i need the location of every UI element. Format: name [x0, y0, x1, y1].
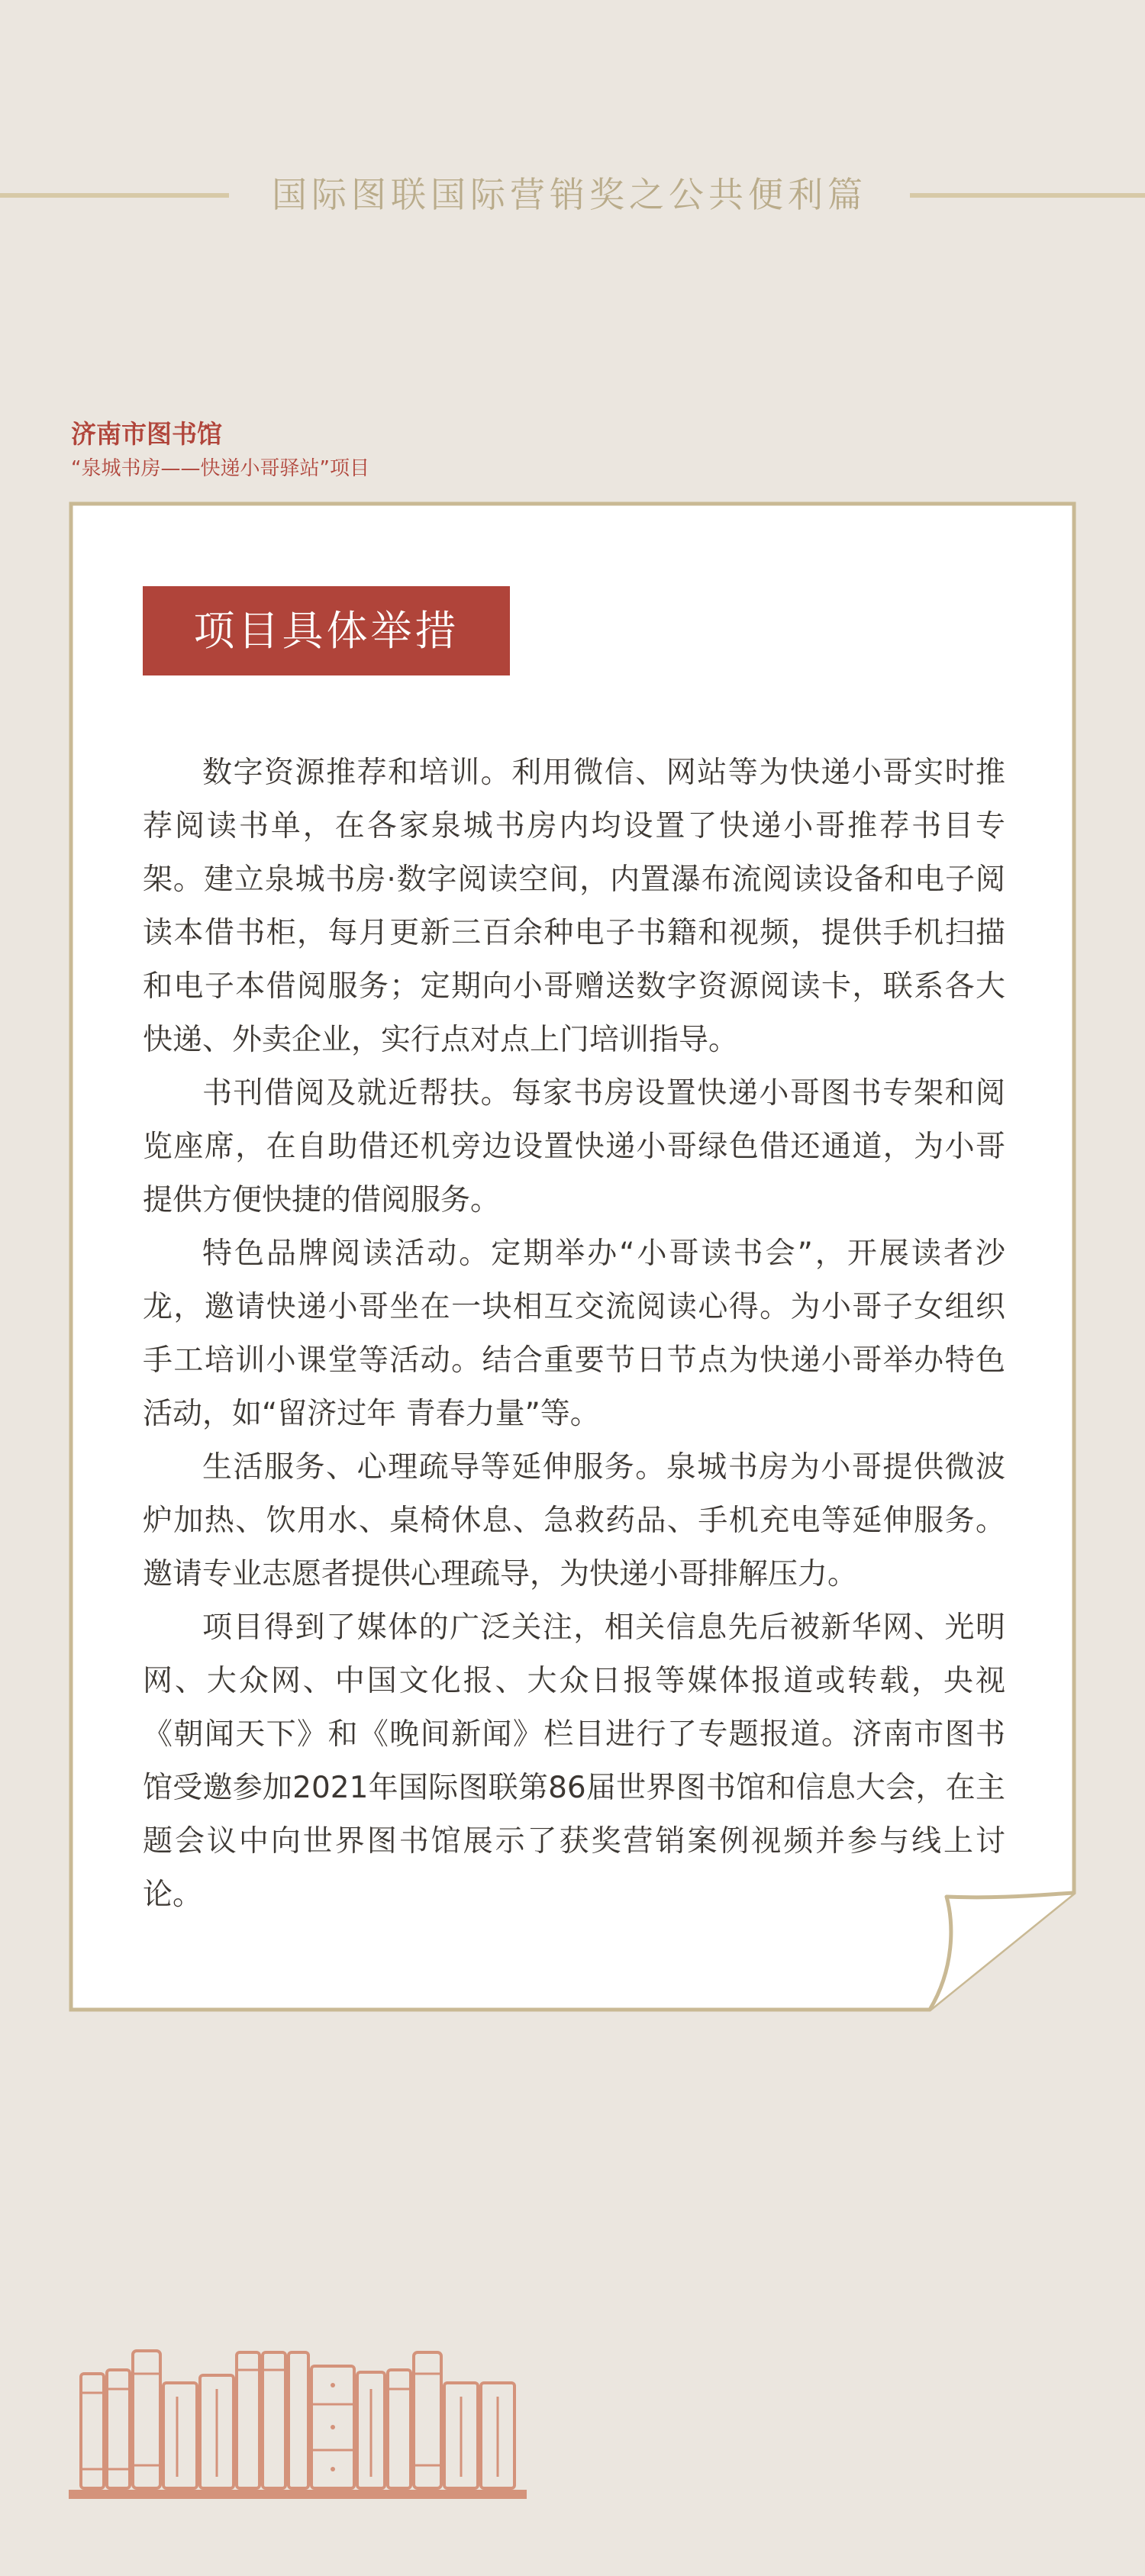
book-4 [163, 2383, 197, 2488]
book-7 [263, 2352, 285, 2488]
section-heading: 项目具体举措 [143, 586, 510, 675]
paragraph-extended-services: 生活服务、心理疏导等延伸服务。泉城书房为小哥提供微波炉加热、饮用水、桌椅休息、急救药品、手机充电等延伸服务。邀请专业志愿者提供心理疏导，为快递小哥排解压力。 [143, 1450, 1005, 1591]
paragraph-digital-resources: 数字资源推荐和培训。利用微信、网站等为快递小哥实时推荐阅读书单，在各家泉城书房内均设置了快递小哥推荐书目专架。建立泉城书房·数字阅读空间，内置瀑布流阅读设备和电子阅读本借书柜，每月更新三百余种电子书籍和视频，提供手机扫描和电子本借阅服务；定期向小哥赠送数字资源阅读卡，联系各大快递、外卖企业，实行点对点上门培训指导。 [143, 756, 1005, 1057]
paragraph-reading-activities: 特色品牌阅读活动。定期举办“小哥读书会”，开展读者沙龙，邀请快递小哥坐在一块相互交流阅读心得。为小哥子女组织手工培训小课堂等活动。结合重要节日节点为快递小哥举办特色活动，如“留济过年 青春力量”等。 [143, 1236, 1005, 1431]
paragraph-media-coverage: 项目得到了媒体的广泛关注，相关信息先后被新华网、光明网、大众网、中国文化报、大众日报等媒体报道或转载，央视《朝闻天下》和《晚间新闻》栏目进行了专题报道。济南市图书馆受邀参加2021年国际图联第86届世界图书馆和信息大会，在主题会议中向世界图书馆展示了获奖营销案例视频并参与线上讨论。 [143, 1610, 1005, 1912]
book-6 [237, 2352, 260, 2488]
page-title: 国际图联国际营销奖之公共便利篇 [272, 174, 867, 215]
book-3 [133, 2351, 160, 2488]
shelf-base [69, 2490, 527, 2499]
book-1 [81, 2374, 104, 2488]
organization-name: 济南市图书馆 [71, 419, 222, 449]
project-name: “泉城书房——快递小哥驿站”项目 [71, 457, 369, 480]
book-8 [289, 2352, 308, 2488]
paragraph-borrowing: 书刊借阅及就近帮扶。每家书房设置快递小哥图书专架和阅览座席，在自助借还机旁边设置快递小哥绿色借还通道，为小哥提供方便快捷的借阅服务。 [143, 1076, 1005, 1217]
book-11 [388, 2370, 411, 2488]
book-2 [107, 2370, 130, 2488]
